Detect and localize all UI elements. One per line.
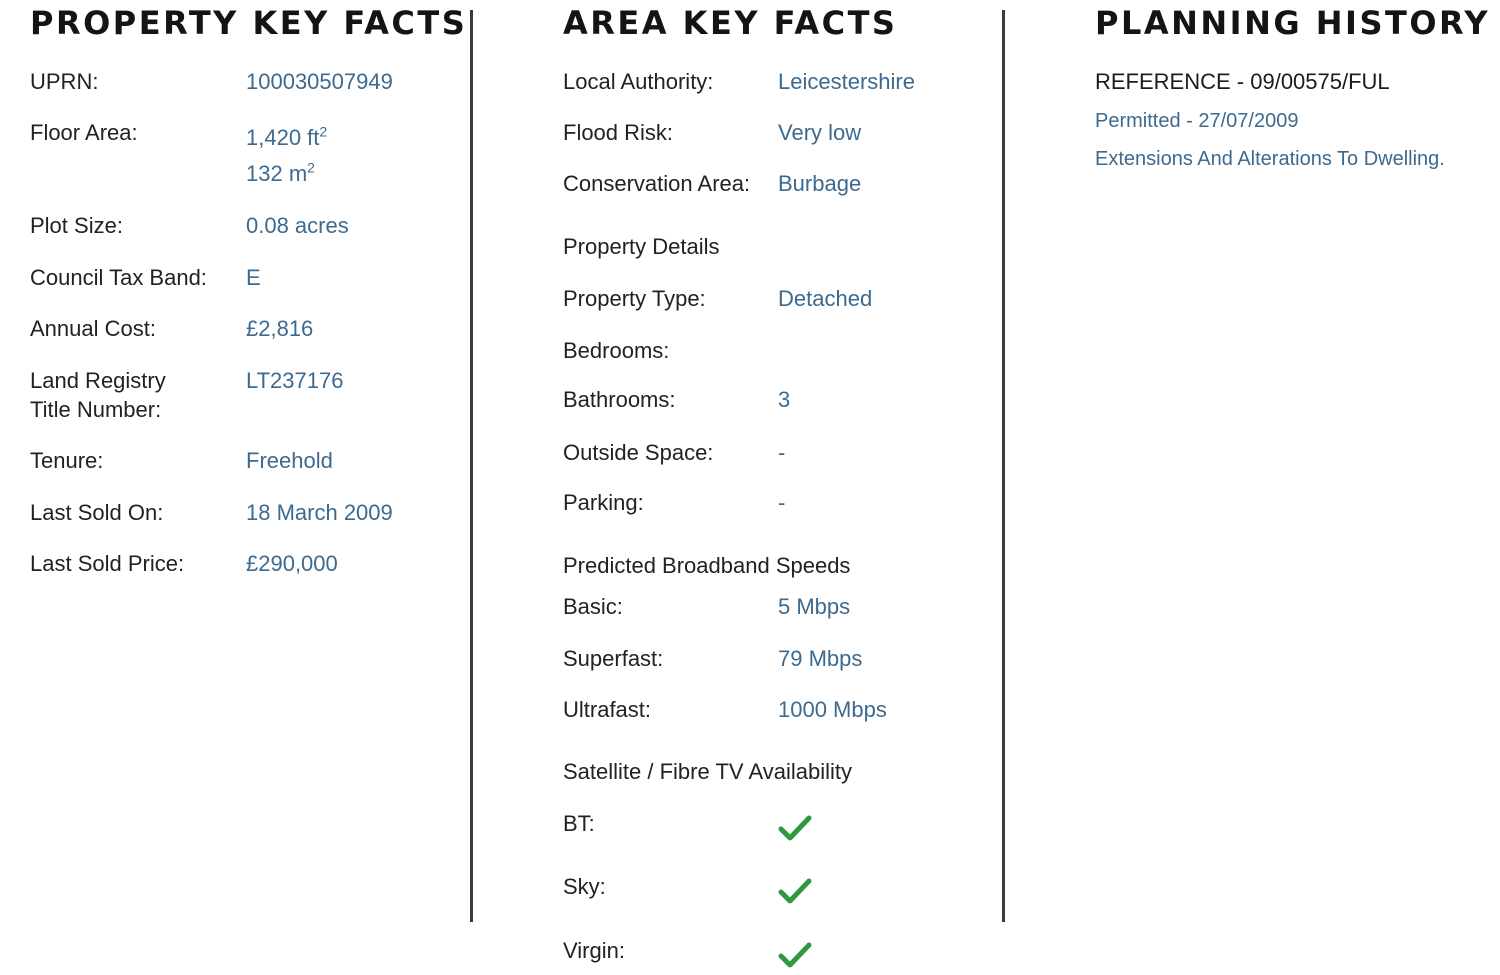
basic-broadband-label: Basic: bbox=[563, 594, 623, 619]
bathrooms-value: 3 bbox=[778, 387, 791, 412]
local-authority-label: Local Authority: bbox=[563, 69, 714, 94]
tenure-value: Freehold bbox=[246, 448, 333, 473]
ultrafast-broadband-label: Ultrafast: bbox=[563, 697, 652, 722]
column-divider-left bbox=[470, 10, 473, 922]
floor-area-label: Floor Area: bbox=[30, 120, 138, 145]
tenure-label: Tenure: bbox=[30, 448, 104, 473]
virgin-check-icon bbox=[778, 941, 812, 969]
flood-risk-label: Flood Risk: bbox=[563, 120, 674, 145]
planning-reference: REFERENCE - 09/00575/FUL bbox=[1095, 69, 1390, 94]
tv-availability-heading: Satellite / Fibre TV Availability bbox=[563, 759, 852, 784]
property-key-facts-title: PROPERTY KEY FACTS bbox=[30, 4, 468, 42]
conservation-area-label: Conservation Area: bbox=[563, 171, 751, 196]
parking-label: Parking: bbox=[563, 490, 644, 515]
basic-broadband-value: 5 Mbps bbox=[778, 594, 851, 619]
planning-description: Extensions And Alterations To Dwelling. bbox=[1095, 148, 1445, 170]
plot-size-value: 0.08 acres bbox=[246, 213, 349, 238]
land-registry-label-line1: Land Registry bbox=[30, 368, 166, 393]
annual-cost-label: Annual Cost: bbox=[30, 316, 156, 341]
parking-value: - bbox=[778, 490, 786, 515]
flood-risk-value: Very low bbox=[778, 120, 862, 145]
plot-size-label: Plot Size: bbox=[30, 213, 123, 238]
broadband-heading: Predicted Broadband Speeds bbox=[563, 553, 851, 578]
last-sold-price-value: £290,000 bbox=[246, 551, 338, 576]
last-sold-price-label: Last Sold Price: bbox=[30, 551, 185, 576]
property-type-value: Detached bbox=[778, 286, 873, 311]
ultrafast-broadband-value: 1000 Mbps bbox=[778, 697, 887, 722]
floor-area-m-text: 132 m bbox=[246, 161, 308, 186]
annual-cost-value: £2,816 bbox=[246, 316, 314, 341]
bt-label: BT: bbox=[563, 811, 595, 836]
council-tax-band-label: Council Tax Band: bbox=[30, 265, 207, 290]
property-type-label: Property Type: bbox=[563, 286, 706, 311]
outside-space-label: Outside Space: bbox=[563, 440, 714, 465]
bedrooms-label: Bedrooms: bbox=[563, 338, 670, 363]
last-sold-on-value: 18 March 2009 bbox=[246, 500, 393, 525]
sky-check-icon bbox=[778, 877, 812, 905]
land-registry-value: LT237176 bbox=[246, 368, 344, 393]
last-sold-on-label: Last Sold On: bbox=[30, 500, 164, 525]
planning-history-title: PLANNING HISTORY bbox=[1095, 4, 1491, 42]
floor-area-ft-text: 1,420 ft bbox=[246, 125, 320, 150]
bt-check-icon bbox=[778, 814, 812, 842]
land-registry-label-line2: Title Number: bbox=[30, 397, 162, 422]
area-key-facts-title: AREA KEY FACTS bbox=[563, 4, 898, 42]
floor-area-m-value bbox=[246, 159, 315, 188]
local-authority-value: Leicestershire bbox=[778, 69, 915, 94]
uprn-label: UPRN: bbox=[30, 69, 99, 94]
superfast-broadband-label: Superfast: bbox=[563, 646, 664, 671]
outside-space-value: - bbox=[778, 440, 786, 465]
council-tax-band-value: E bbox=[246, 265, 261, 290]
virgin-label: Virgin: bbox=[563, 938, 625, 963]
planning-status: Permitted - 27/07/2009 bbox=[1095, 110, 1299, 132]
floor-area-ft-exponent: 2 bbox=[319, 123, 328, 140]
property-details-heading: Property Details bbox=[563, 234, 720, 259]
floor-area-ft-value bbox=[246, 123, 327, 152]
conservation-area-value: Burbage bbox=[778, 171, 862, 196]
column-divider-right bbox=[1002, 10, 1005, 922]
floor-area-m-exponent: 2 bbox=[307, 159, 315, 176]
superfast-broadband-value: 79 Mbps bbox=[778, 646, 863, 671]
uprn-value: 100030507949 bbox=[246, 69, 393, 94]
sky-label: Sky: bbox=[563, 874, 606, 899]
bathrooms-label: Bathrooms: bbox=[563, 387, 676, 412]
